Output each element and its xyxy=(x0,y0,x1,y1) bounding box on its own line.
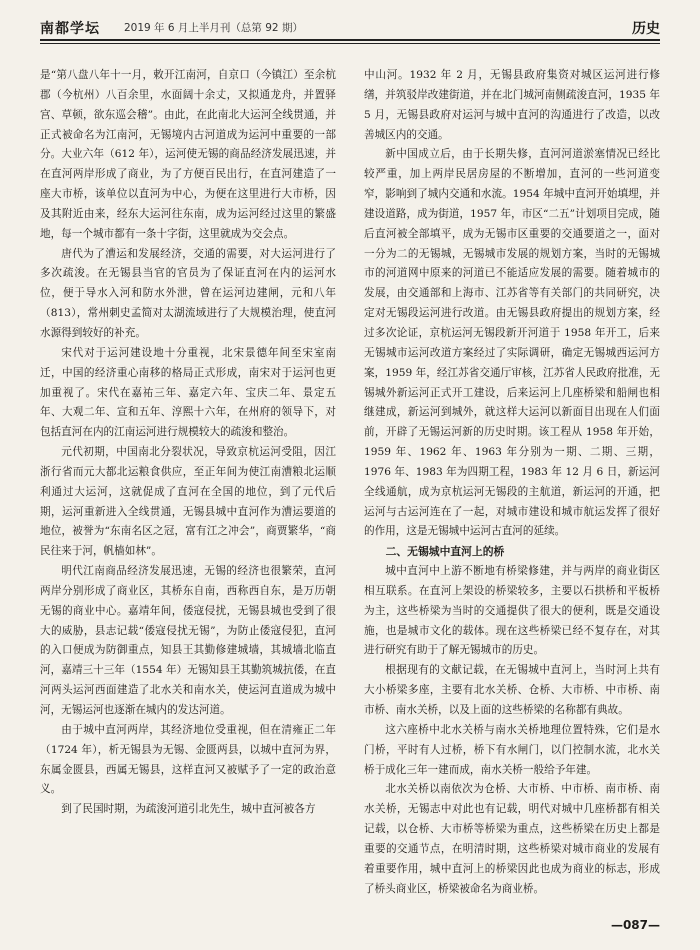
paragraph: 由于城中直河两岸，其经济地位受重视，但在清雍正二年（1724 年），析无锡县为无锡、金匮两县，以城中直河为界，东属金匮县，西属无锡县，这样直河又被赋予了一定的政治意义。 xyxy=(40,723,336,796)
paragraph: 根据现有的文献记载，在无锡城中直河上，当时河上共有大小桥梁多座，主要有北水关桥、仓桥、大市桥、中市桥、南市桥、南水关桥，以及上面的这些桥梁的名称都有典故。 xyxy=(364,664,660,716)
paragraph: 北水关桥以南依次为仓桥、大市桥、中市桥、南市桥、南水关桥，无锡志中对此也有记载，明代对城中几座桥都有相关记载，以仓桥、大市桥等桥梁为重点，这些桥梁在历史上都是重要的交通节点，在明清时期，这些桥梁对城市商业的发展有着重要作用，城中直河上的桥梁因此也成为商业的标志，形成了桥头商业区，桥梁被命名为商业桥。 xyxy=(364,783,660,895)
section-label: 历史 xyxy=(632,21,660,37)
paragraph: 到了民国时期，为疏浚河道引北先生，城中直河被各方 xyxy=(61,803,316,816)
section-heading: 二、无锡城中直河上的桥 xyxy=(385,545,505,559)
paragraph: 这六座桥中北水关桥与南水关桥地理位置特殊，它们是水门桥，平时有人过桥，桥下有水闸门，以门控制水流，北水关桥于成化三年一建而成，南水关桥一般给予年建。 xyxy=(364,723,660,776)
page-number: —087— xyxy=(610,918,660,932)
header-rule-thin xyxy=(40,43,660,44)
paragraph: 城中直河中上游不断地有桥梁修建，并与两岸的商业街区相互联系。在直河上架设的桥梁较多，主要以石拱桥和平板桥为主，这些桥梁为当时的交通提供了很大的便利，既是交通设施，也是城市文化的载体。现在这些桥梁已经不复存在，对其进行研究有助于了解无锡城市的历史。 xyxy=(364,565,660,657)
paragraph: 中山河。1932 年 2 月，无锡县政府集资对城区运河进行修缮，并筑驳岸改建街道，并在北门城河南侧疏浚直河，1935 年 5 月，无锡县政府对运河与城中直河的沟通进行了改造，以改善城区内的交通。 xyxy=(364,69,660,141)
paragraph: 宋代对于运河建设地十分重视，北宋景德年间至宋室南迁，中国的经济重心南移的格局正式形成，南宋对于运河也更加重视了。宋代在嘉祐三年、嘉定六年、宝庆二年、景定五年、大观二年、宣和五年、淳熙十六年，在州府的领导下，对包括直河在内的江南运河进行规模较大的疏浚和整治。 xyxy=(40,346,336,439)
paragraph: 唐代为了漕运和发展经济，交通的需要，对大运河进行了多次疏浚。在无锡县当官的官员为了保证直河在内的运河水位，便于导水入河和防水外泄，曾在运河边建闸，元和八年（813），常州刺史孟简对太湖流域进行了大规模治理，使直河水源得到较好的补充。 xyxy=(40,247,336,339)
journal-logo: 南都学坛 xyxy=(40,21,100,37)
right-column xyxy=(364,66,660,916)
paragraph: 元代初期，中国南北分裂状况，导致京杭运河受阻，因江浙行省而元大都北运粮食供应，至正年间为使江南漕粮北运顺利通过大运河，这就促成了直河在全国的地位，到了元代后期，运河重新进入全线贯通，无锡县城中直河作为漕运要道的地位，被誉为“东南名区之冠，富有江之冲会”，商贾繁华，“商民往来于河，帆樯如林”。 xyxy=(40,446,336,558)
issue-info: 2019 年 6 月上半月刊（总第 92 期） xyxy=(124,22,303,34)
paragraph: 是“第八盘八年十一月，敕开江南河，自京口（今镇江）至余杭郡（今杭州）八百余里，水面阔十余丈，又拟通龙舟，并置驿宫、草顿，欲东巡会稽”。由此，在此南北大运河全线贯通，并正式被命名为江南河，无锡境内古河道成为运河中重要的一部分。大业六年（612 年），运河使无锡的商品经济发展迅速，并在直河两岸形成了商业，为了方便百民出行，在直河建造了一座大市桥，该单位以直河为中心，为便在这里进行大市桥，因及其附近由来，经东大运河往东南，成为运河经过这里的繁盛地，每一个城市都有一条十字街，这里就成为交会点。 xyxy=(40,69,336,240)
paragraph: 明代江南商品经济发展迅速，无锡的经济也很繁荣，直河两岸分别形成了商业区，其桥东自南，西称西自东，是万历朝无锡的商业中心。嘉靖年间，倭寇侵扰，无锡县城也受到了很大的威胁，县志记载“倭寇侵扰无锡”，为防止倭寇侵犯，直河的入口便成为防御重点，知县王其勤修建城墙，其城墙北临直河，嘉靖三十三年（1554 年）无锡知县王其勤筑城抗倭，在直河两头运河西面建造了北水关和南水关，使运河直道成为城中河，无锡运河也逐渐在城内的发达河道。 xyxy=(40,565,336,716)
header-rule-thick xyxy=(40,39,660,41)
paragraph: 新中国成立后，由于长期失修，直河河道淤塞情况已经比较严重，加上两岸民居房屋的不断增加，直河的一些河道变窄，影响到了城内交通和水流。1954 年城中直河开始填埋，并建设道路，成为街道，1957 年，市区“二五”计划项目完成，随后直河被全部填平，成为无锡市区重要的交通要道之一，面对一分为二的无锡城，无锡城市发展的规划方案，当时的无锡城市的河道网中原来的河道已不能适应发展的需要。随着城市的发展，由交通部和上海市、江苏省等有关部门的共同研究，决定对无锡段运河进行改道。由无锡县政府提出的规划方案，经过多次论证，京杭运河无锡段新开河道于 1958 年开工，后来无锡城市运河改道方案经过了实际调研，确定无锡城西运河方案，1959 年，经江苏省交通厅审核，江苏省人民政府批准，无锡城外新运河正式开工建设，后来运河上几座桥梁和船闸也相继建成，新运河到城外，就这样大运河以新面目出现在人们面前，开辟了无锡运河新的历史时期。该工程从 1958 年开始，1959 年、1962 年、1963 年分别为一期、二期、三期，1976 年、1983 年为四期工程，1983 年 12 月 6 日，新运河全线通航，成为京杭运河无锡段的主航道，新运河的开通，把运河与古运河连在了一起，对城市建设和城市航运发挥了很好的作用，这是无锡城中运河古直河的延续。 xyxy=(364,148,660,538)
left-column xyxy=(40,66,336,916)
running-header xyxy=(40,14,660,40)
